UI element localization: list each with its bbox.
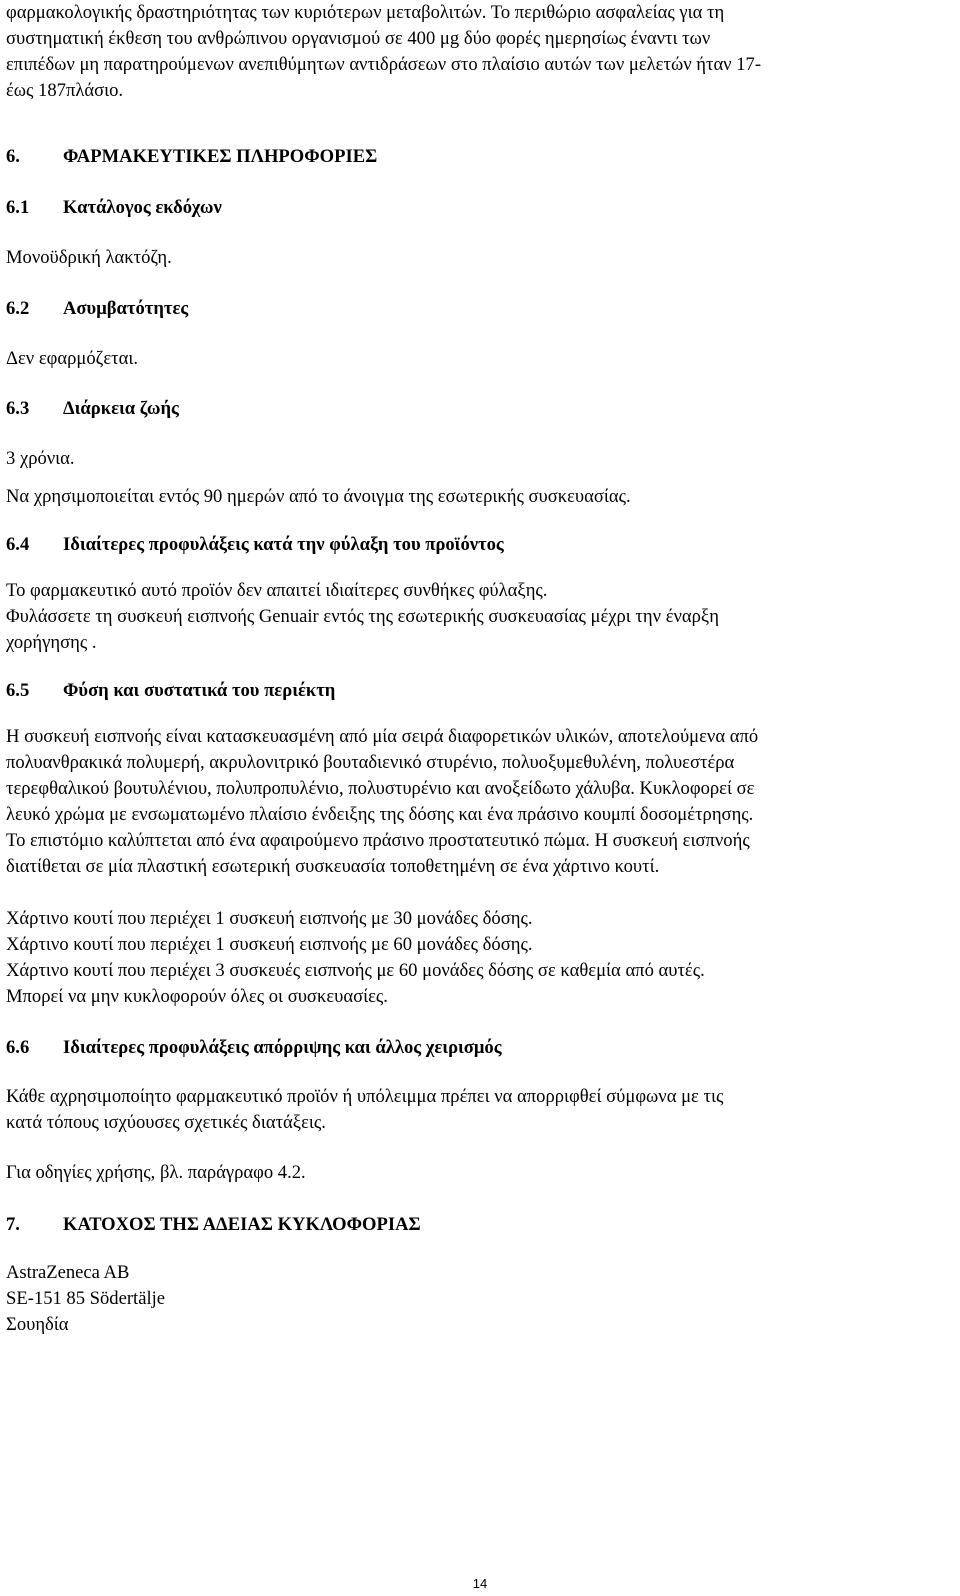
pack-size-item: Χάρτινο κουτί που περιέχει 1 συσκευή εισπνοής με 30 μονάδες δόσης. xyxy=(6,908,533,929)
pack-size-item: Χάρτινο κουτί που περιέχει 1 συσκευή εισπνοής με 60 μονάδες δόσης. xyxy=(6,934,533,955)
address-line: AstraZeneca AB xyxy=(6,1262,130,1283)
text-line: έως 187πλάσιο. xyxy=(6,80,124,101)
section-6-6-heading xyxy=(6,1035,951,1061)
section-title: ΚΑΤΟΧΟΣ ΤΗΣ ΑΔΕΙΑΣ ΚΥΚΛΟΦΟΡΙΑΣ xyxy=(63,1214,421,1235)
text-line: χορήγησης . xyxy=(6,632,97,653)
section-6-5-body xyxy=(6,724,951,880)
section-6-3-heading xyxy=(6,396,951,422)
section-6-1-heading xyxy=(6,195,951,221)
pack-sizes-list xyxy=(6,906,951,1010)
text-line: Η συσκευή εισπνοής είναι κατασκευασμένη από μία σειρά διαφορετικών υλικών, αποτελούμενα από xyxy=(6,726,759,747)
usage-reference: Για οδηγίες χρήσης, βλ. παράγραφο 4.2. xyxy=(6,1162,306,1183)
marketing-authorisation-holder-address xyxy=(6,1260,951,1338)
section-6-3-body-note: Να χρησιμοποιείται εντός 90 ημερών από το άνοιγμα της εσωτερικής συσκευασίας. xyxy=(6,486,631,507)
text-line: πολυανθρακικά πολυμερή, ακρυλονιτρικό βουταδιενικό στυρένιο, πολυοξυμεθυλένη, πολυεστέρα xyxy=(6,752,735,773)
address-line: SE-151 85 Södertälje xyxy=(6,1288,166,1309)
text-line: επιπέδων μη παρατηρούμενων ανεπιθύμητων αντιδράσεων στο πλαίσιο αυτών των μελετών ήταν 17- xyxy=(6,54,762,75)
text-line: φαρμακολογικής δραστηριότητας των κυριότερων μεταβολιτών. Το περιθώριο ασφαλείας για τη xyxy=(6,2,725,23)
text-line: διατίθεται σε μία πλαστική εσωτερική συσκευασία τοποθετημένη σε ένα χάρτινο κουτί. xyxy=(6,856,660,877)
section-number: 6.2 xyxy=(6,298,30,319)
section-number: 6.4 xyxy=(6,534,30,555)
text-line: Το επιστόμιο καλύπτεται από ένα αφαιρούμενο πράσινο προστατευτικό πώμα. Η συσκευή εισπνοής xyxy=(6,830,750,851)
section-6-4-body xyxy=(6,578,951,656)
section-6-1-body: Μονοϋδρική λακτόζη. xyxy=(6,247,172,268)
section-6-3-body: 3 χρόνια. xyxy=(6,448,75,469)
section-number: 6. xyxy=(6,146,20,167)
section-number: 7. xyxy=(6,1214,20,1235)
section-6-6-body xyxy=(6,1084,951,1136)
section-6-4-heading xyxy=(6,532,951,558)
text-line: Το φαρμακευτικό αυτό προϊόν δεν απαιτεί ιδιαίτερες συνθήκες φύλαξης. xyxy=(6,580,548,601)
text-line: τερεφθαλικού βουτυλένιου, πολυπροπυλένιο, πολυστυρένιο και ανοξείδωτο χάλυβα. Κυκλοφορεί σε xyxy=(6,778,755,799)
section-6-heading xyxy=(6,144,951,170)
address-line: Σουηδία xyxy=(6,1314,69,1335)
text-line: κατά τόπους ισχύουσες σχετικές διατάξεις. xyxy=(6,1112,326,1133)
section-title: Φύση και συστατικά του περιέκτη xyxy=(63,680,336,701)
section-number: 6.3 xyxy=(6,398,30,419)
section-title: Κατάλογος εκδόχων xyxy=(63,197,222,218)
text-line: συστηματική έκθεση του ανθρώπινου οργανισμού σε 400 μg δύο φορές ημερησίως έναντι των xyxy=(6,28,711,49)
pack-size-note: Μπορεί να μην κυκλοφορούν όλες οι συσκευασίες. xyxy=(6,986,388,1007)
text-line: Κάθε αχρησιμοποίητο φαρμακευτικό προϊόν ή υπόλειμμα πρέπει να απορριφθεί σύμφωνα με τις xyxy=(6,1086,724,1107)
section-6-5-heading xyxy=(6,678,951,704)
section-title: Ιδιαίτερες προφυλάξεις κατά την φύλαξη του προϊόντος xyxy=(63,534,504,555)
section-title: ΦΑΡΜΑΚΕΥΤΙΚΕΣ ΠΛΗΡΟΦΟΡΙΕΣ xyxy=(63,146,378,167)
section-7-heading xyxy=(6,1212,951,1238)
section-number: 6.1 xyxy=(6,197,30,218)
text-line: Φυλάσσετε τη συσκευή εισπνοής Genuair εντός της εσωτερικής συσκευασίας μέχρι την έναρξη xyxy=(6,606,719,627)
section-6-2-body: Δεν εφαρμόζεται. xyxy=(6,348,139,369)
page-number: 14 xyxy=(472,1576,488,1591)
section-title: Ασυμβατότητες xyxy=(63,298,189,319)
pack-size-item: Χάρτινο κουτί που περιέχει 3 συσκευές εισπνοής με 60 μονάδες δόσης σε καθεμία από αυτές. xyxy=(6,960,705,981)
section-6-2-heading xyxy=(6,296,951,322)
text-line: λευκό χρώμα με ενσωματωμένο πλαίσιο ένδειξης της δόσης και ένα πράσινο κουμπί δοσομέτρησης. xyxy=(6,804,754,825)
section-number: 6.6 xyxy=(6,1037,30,1058)
intro-paragraph xyxy=(6,0,951,104)
document-page xyxy=(6,0,951,1338)
section-title: Ιδιαίτερες προφυλάξεις απόρριψης και άλλος χειρισμός xyxy=(63,1037,502,1058)
section-number: 6.5 xyxy=(6,680,30,701)
section-title: Διάρκεια ζωής xyxy=(63,398,179,419)
